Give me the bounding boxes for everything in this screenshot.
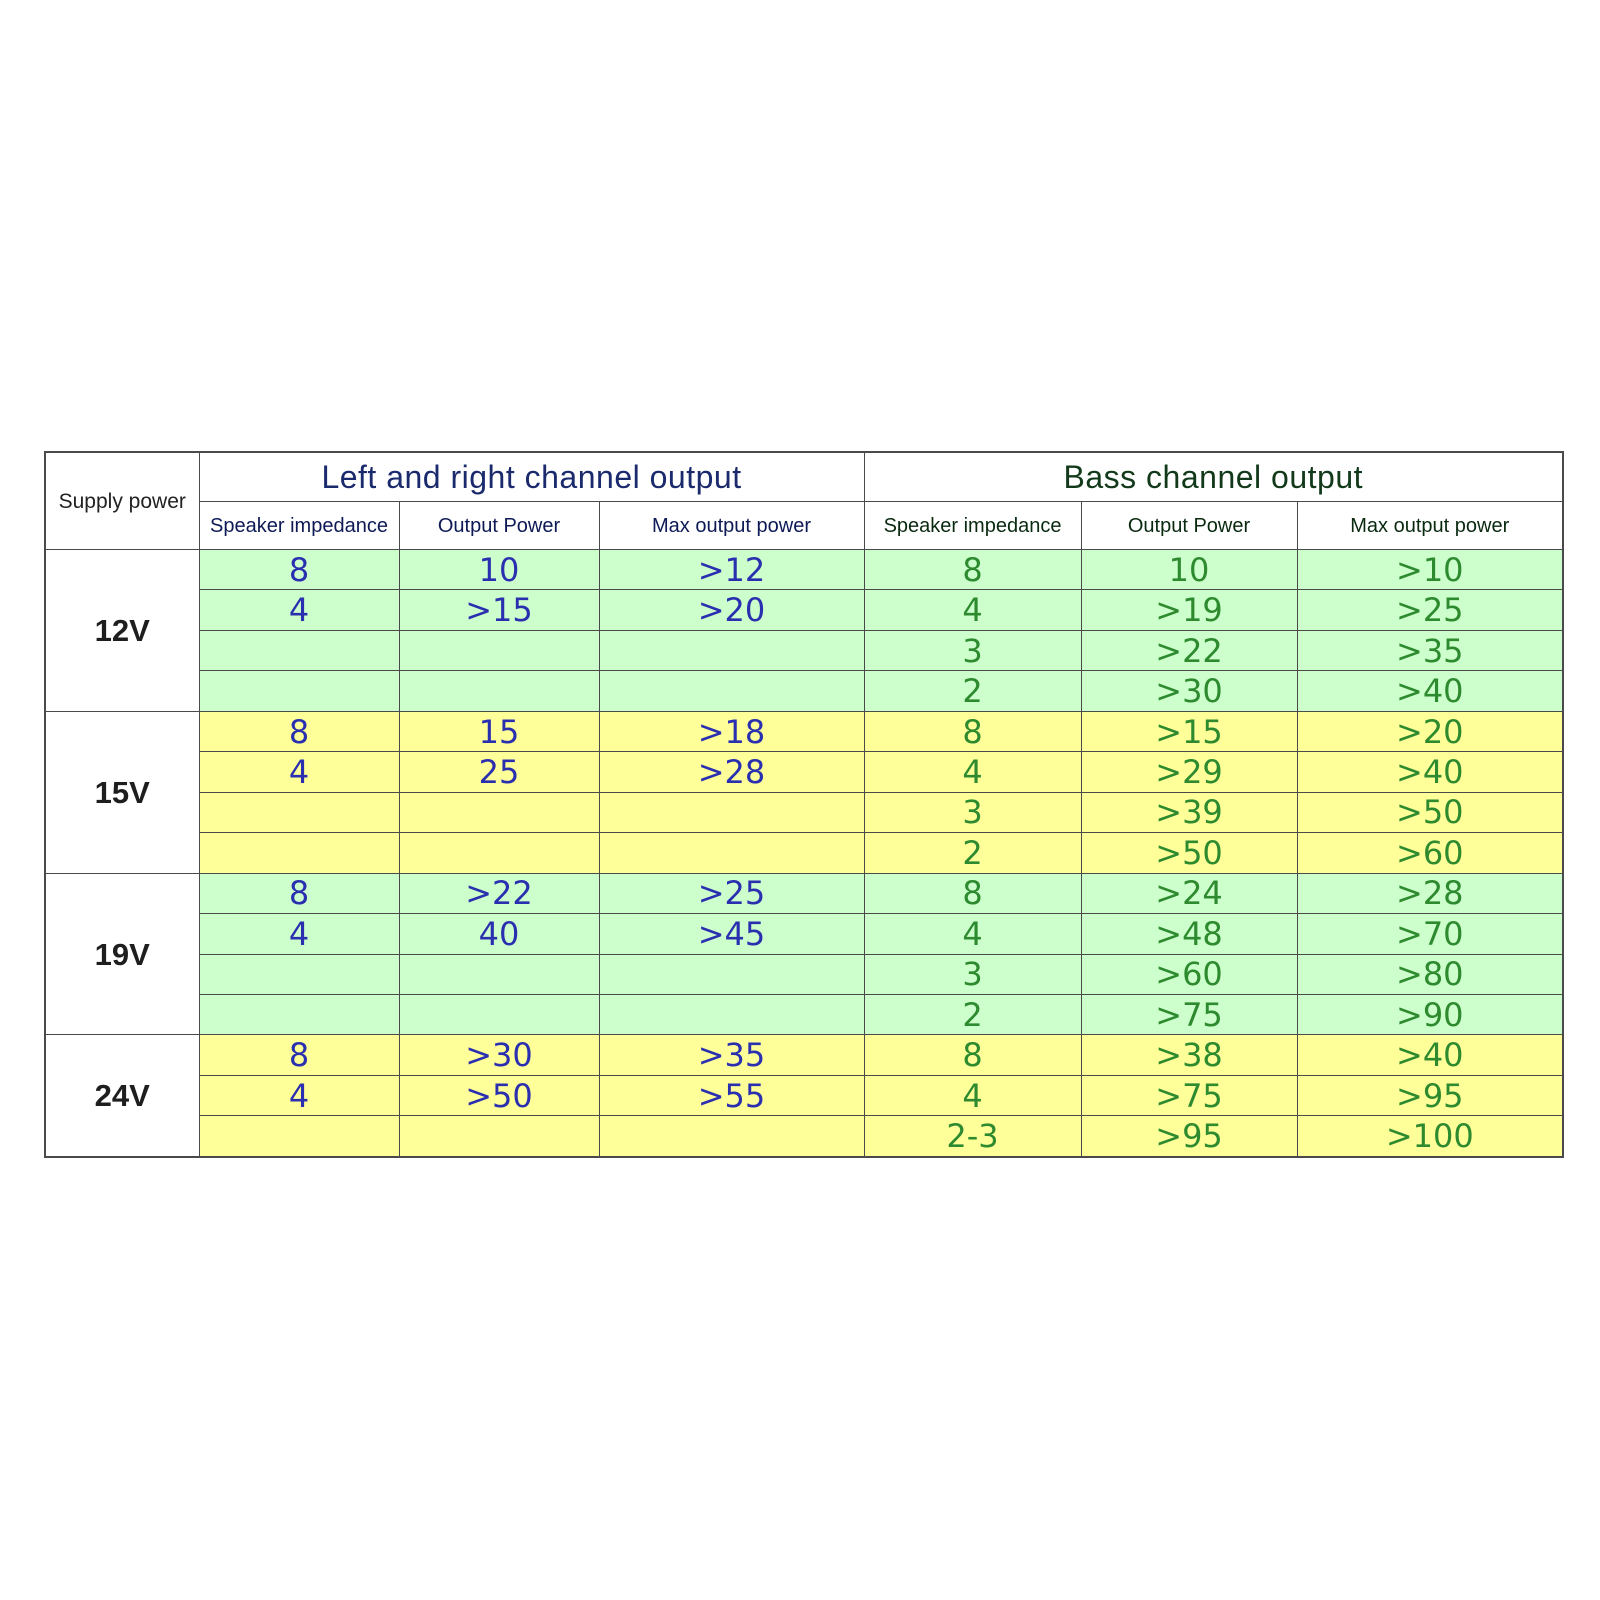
lr-output-power-cell: >30 bbox=[399, 1035, 599, 1075]
lr-max-output-power-cell: >45 bbox=[599, 914, 864, 954]
lr-speaker-impedance-cell bbox=[199, 1116, 399, 1157]
lr-speaker-impedance-cell: 8 bbox=[199, 1035, 399, 1075]
bass-output-power-cell: >75 bbox=[1081, 994, 1297, 1034]
bass-speaker-impedance-cell: 8 bbox=[864, 1035, 1081, 1075]
lr-speaker-impedance-cell: 4 bbox=[199, 590, 399, 630]
lr-speaker-impedance-cell bbox=[199, 994, 399, 1034]
table-row bbox=[45, 914, 1563, 954]
bass-speaker-impedance-cell: 4 bbox=[864, 752, 1081, 792]
lr-output-power-cell: >50 bbox=[399, 1075, 599, 1115]
bass-max-output-power-cell: >50 bbox=[1297, 792, 1563, 832]
bass-speaker-impedance-cell: 8 bbox=[864, 711, 1081, 751]
bass-speaker-impedance-cell: 4 bbox=[864, 1075, 1081, 1115]
bass-output-power-cell: 10 bbox=[1081, 550, 1297, 590]
lr-speaker-impedance-cell: 4 bbox=[199, 914, 399, 954]
bass-max-output-power-cell: >70 bbox=[1297, 914, 1563, 954]
supply-power-header: Supply power bbox=[45, 452, 199, 550]
supply-voltage-cell: 12V bbox=[45, 550, 199, 712]
left-right-channel-header: Left and right channel output bbox=[199, 452, 864, 502]
supply-voltage-cell: 19V bbox=[45, 873, 199, 1035]
lr-speaker-impedance-cell bbox=[199, 671, 399, 711]
bass-output-power-cell: >48 bbox=[1081, 914, 1297, 954]
bass-speaker-impedance-cell: 4 bbox=[864, 590, 1081, 630]
bass-speaker-impedance-cell: 2 bbox=[864, 833, 1081, 873]
bass-output-power-cell: >95 bbox=[1081, 1116, 1297, 1157]
lr-max-output-power-cell bbox=[599, 630, 864, 670]
lr-max-output-power-cell: >25 bbox=[599, 873, 864, 913]
lr-max-output-power-cell bbox=[599, 671, 864, 711]
supply-voltage-cell: 15V bbox=[45, 711, 199, 873]
lr-output-power-cell: 15 bbox=[399, 711, 599, 751]
bass-speaker-impedance-cell: 3 bbox=[864, 954, 1081, 994]
bass-max-output-power-cell: >25 bbox=[1297, 590, 1563, 630]
bass-max-output-power-cell: >28 bbox=[1297, 873, 1563, 913]
supply-voltage-cell: 24V bbox=[45, 1035, 199, 1157]
bass-max-output-power-cell: >35 bbox=[1297, 630, 1563, 670]
bass-speaker-impedance-cell: 2 bbox=[864, 994, 1081, 1034]
lr-max-output-power-cell bbox=[599, 1116, 864, 1157]
bass-max-output-power-cell: >10 bbox=[1297, 550, 1563, 590]
lr-output-power-cell: 40 bbox=[399, 914, 599, 954]
bass-speaker-impedance-cell: 2 bbox=[864, 671, 1081, 711]
lr-output-power-cell: 10 bbox=[399, 550, 599, 590]
lr-output-power-cell bbox=[399, 671, 599, 711]
bass-speaker-impedance-header: Speaker impedance bbox=[864, 502, 1081, 550]
lr-speaker-impedance-cell: 4 bbox=[199, 752, 399, 792]
table-row bbox=[45, 550, 1563, 590]
lr-output-power-cell bbox=[399, 954, 599, 994]
bass-output-power-cell: >22 bbox=[1081, 630, 1297, 670]
column-header-row bbox=[45, 502, 1563, 550]
lr-max-output-power-cell: >28 bbox=[599, 752, 864, 792]
bass-output-power-cell: >29 bbox=[1081, 752, 1297, 792]
bass-max-output-power-cell: >40 bbox=[1297, 671, 1563, 711]
table-row bbox=[45, 1116, 1563, 1157]
bass-max-output-power-cell: >40 bbox=[1297, 752, 1563, 792]
table-row bbox=[45, 954, 1563, 994]
bass-output-power-cell: >15 bbox=[1081, 711, 1297, 751]
bass-output-power-cell: >38 bbox=[1081, 1035, 1297, 1075]
bass-max-output-power-cell: >20 bbox=[1297, 711, 1563, 751]
table-row bbox=[45, 994, 1563, 1034]
bass-output-power-cell: >75 bbox=[1081, 1075, 1297, 1115]
lr-max-output-power-cell: >55 bbox=[599, 1075, 864, 1115]
bass-output-power-cell: >50 bbox=[1081, 833, 1297, 873]
bass-max-output-power-cell: >90 bbox=[1297, 994, 1563, 1034]
lr-output-power-cell: >15 bbox=[399, 590, 599, 630]
lr-max-output-power-cell bbox=[599, 994, 864, 1034]
group-header-row bbox=[45, 452, 1563, 502]
bass-output-power-cell: >60 bbox=[1081, 954, 1297, 994]
bass-max-output-power-cell: >40 bbox=[1297, 1035, 1563, 1075]
lr-output-power-cell: >22 bbox=[399, 873, 599, 913]
lr-max-output-power-cell: >20 bbox=[599, 590, 864, 630]
bass-max-output-power-cell: >100 bbox=[1297, 1116, 1563, 1157]
lr-speaker-impedance-cell bbox=[199, 792, 399, 832]
table-row bbox=[45, 1075, 1563, 1115]
table-body bbox=[45, 550, 1563, 1158]
bass-speaker-impedance-cell: 3 bbox=[864, 630, 1081, 670]
bass-output-power-cell: >19 bbox=[1081, 590, 1297, 630]
lr-speaker-impedance-cell: 8 bbox=[199, 873, 399, 913]
lr-output-power-cell bbox=[399, 630, 599, 670]
table-row bbox=[45, 1035, 1563, 1075]
table-row bbox=[45, 873, 1563, 913]
lr-max-output-power-cell: >12 bbox=[599, 550, 864, 590]
lr-speaker-impedance-cell bbox=[199, 630, 399, 670]
lr-max-output-power-cell bbox=[599, 792, 864, 832]
bass-max-output-power-cell: >60 bbox=[1297, 833, 1563, 873]
lr-speaker-impedance-cell: 8 bbox=[199, 711, 399, 751]
bass-speaker-impedance-cell: 3 bbox=[864, 792, 1081, 832]
lr-speaker-impedance-cell: 8 bbox=[199, 550, 399, 590]
bass-speaker-impedance-cell: 4 bbox=[864, 914, 1081, 954]
lr-speaker-impedance-cell bbox=[199, 954, 399, 994]
lr-speaker-impedance-cell bbox=[199, 833, 399, 873]
lr-output-power-cell bbox=[399, 1116, 599, 1157]
table-row bbox=[45, 752, 1563, 792]
lr-max-output-power-cell bbox=[599, 954, 864, 994]
bass-speaker-impedance-cell: 8 bbox=[864, 550, 1081, 590]
table-row bbox=[45, 630, 1563, 670]
amplifier-output-table bbox=[44, 451, 1564, 1158]
lr-output-power-cell bbox=[399, 792, 599, 832]
lr-output-power-cell: 25 bbox=[399, 752, 599, 792]
lr-max-output-power-cell: >35 bbox=[599, 1035, 864, 1075]
bass-output-power-cell: >39 bbox=[1081, 792, 1297, 832]
bass-speaker-impedance-cell: 8 bbox=[864, 873, 1081, 913]
bass-speaker-impedance-cell: 2-3 bbox=[864, 1116, 1081, 1157]
bass-output-power-cell: >24 bbox=[1081, 873, 1297, 913]
bass-channel-header: Bass channel output bbox=[864, 452, 1563, 502]
bass-max-output-power-cell: >80 bbox=[1297, 954, 1563, 994]
table-row bbox=[45, 833, 1563, 873]
lr-max-output-power-cell bbox=[599, 833, 864, 873]
bass-max-output-power-cell: >95 bbox=[1297, 1075, 1563, 1115]
bass-output-power-cell: >30 bbox=[1081, 671, 1297, 711]
lr-speaker-impedance-header: Speaker impedance bbox=[199, 502, 399, 550]
lr-max-output-power-cell: >18 bbox=[599, 711, 864, 751]
bass-output-power-header: Output Power bbox=[1081, 502, 1297, 550]
lr-max-output-power-header: Max output power bbox=[599, 502, 864, 550]
lr-output-power-cell bbox=[399, 994, 599, 1034]
table-row bbox=[45, 792, 1563, 832]
table-row bbox=[45, 671, 1563, 711]
lr-output-power-cell bbox=[399, 833, 599, 873]
table-row bbox=[45, 711, 1563, 751]
bass-max-output-power-header: Max output power bbox=[1297, 502, 1563, 550]
lr-output-power-header: Output Power bbox=[399, 502, 599, 550]
lr-speaker-impedance-cell: 4 bbox=[199, 1075, 399, 1115]
table-row bbox=[45, 590, 1563, 630]
